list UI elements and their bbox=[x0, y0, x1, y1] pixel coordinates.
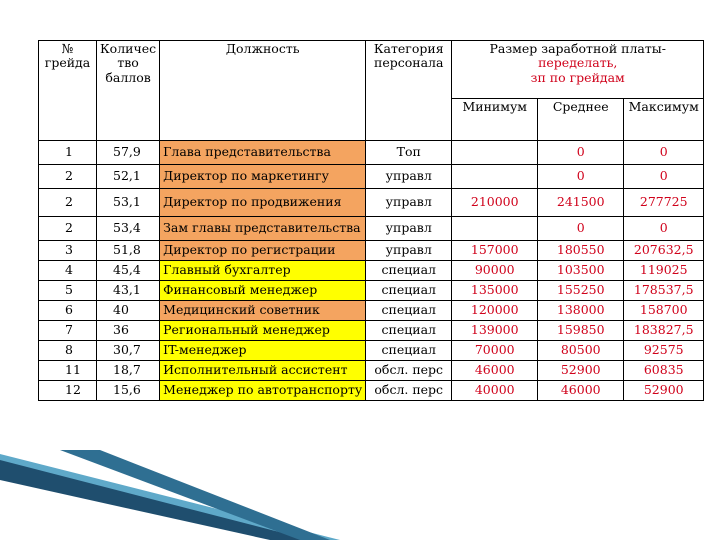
salary-avg-cell: 80500 bbox=[538, 341, 624, 361]
table-row bbox=[39, 381, 704, 401]
position-cell: Зам главы представительства bbox=[160, 217, 366, 241]
table-row bbox=[39, 241, 704, 261]
table-row bbox=[39, 301, 704, 321]
salary-avg-cell: 159850 bbox=[538, 321, 624, 341]
salary-min-cell: 157000 bbox=[452, 241, 538, 261]
category-cell: управл bbox=[366, 217, 452, 241]
category-cell: Топ bbox=[366, 141, 452, 165]
grade-cell: 2 bbox=[39, 165, 97, 189]
salary-avg-cell: 138000 bbox=[538, 301, 624, 321]
points-cell: 53,1 bbox=[97, 189, 160, 217]
salary-max-cell: 178537,5 bbox=[624, 281, 704, 301]
salary-min-cell: 120000 bbox=[452, 301, 538, 321]
grade-cell: 3 bbox=[39, 241, 97, 261]
decorative-stripes bbox=[0, 440, 720, 540]
category-cell: управл bbox=[366, 241, 452, 261]
salary-min-cell: 139000 bbox=[452, 321, 538, 341]
category-cell: специал bbox=[366, 301, 452, 321]
salary-max-cell: 0 bbox=[624, 141, 704, 165]
grade-cell: 2 bbox=[39, 189, 97, 217]
category-cell: специал bbox=[366, 281, 452, 301]
salary-avg-cell: 155250 bbox=[538, 281, 624, 301]
salary-min-cell: 70000 bbox=[452, 341, 538, 361]
salary-avg-cell: 241500 bbox=[538, 189, 624, 217]
table-row bbox=[39, 141, 704, 165]
salary-avg-cell: 103500 bbox=[538, 261, 624, 281]
position-cell: Региональный менеджер bbox=[160, 321, 366, 341]
header-salary-label: Размер заработной платы- bbox=[489, 41, 666, 56]
grade-cell: 4 bbox=[39, 261, 97, 281]
category-cell: управл bbox=[366, 165, 452, 189]
points-cell: 40 bbox=[97, 301, 160, 321]
grade-cell: 6 bbox=[39, 301, 97, 321]
points-cell: 36 bbox=[97, 321, 160, 341]
position-cell: Исполнительный ассистент bbox=[160, 361, 366, 381]
table-row bbox=[39, 341, 704, 361]
salary-min-cell bbox=[452, 217, 538, 241]
points-cell: 52,1 bbox=[97, 165, 160, 189]
salary-min-cell: 135000 bbox=[452, 281, 538, 301]
salary-max-cell: 0 bbox=[624, 217, 704, 241]
category-cell: управл bbox=[366, 189, 452, 217]
header-points: Количес тво баллов bbox=[97, 41, 160, 141]
salary-max-cell: 207632,5 bbox=[624, 241, 704, 261]
header-row-1 bbox=[39, 41, 704, 99]
header-avg: Среднее bbox=[538, 99, 624, 141]
header-grade-no: № грейда bbox=[39, 41, 97, 141]
grade-cell: 1 bbox=[39, 141, 97, 165]
position-cell: Финансовый менеджер bbox=[160, 281, 366, 301]
header-category: Категория персонала bbox=[366, 41, 452, 141]
points-cell: 57,9 bbox=[97, 141, 160, 165]
header-position: Должность bbox=[160, 41, 366, 141]
salary-min-cell bbox=[452, 141, 538, 165]
position-cell: Медицинский советник bbox=[160, 301, 366, 321]
position-cell: Глава представительства bbox=[160, 141, 366, 165]
points-cell: 43,1 bbox=[97, 281, 160, 301]
header-salary-note-2: зп по грейдам bbox=[530, 69, 625, 85]
header-min: Минимум bbox=[452, 99, 538, 141]
header-max: Максимум bbox=[624, 99, 704, 141]
table-row bbox=[39, 361, 704, 381]
points-cell: 53,4 bbox=[97, 217, 160, 241]
points-cell: 30,7 bbox=[97, 341, 160, 361]
salary-min-cell: 40000 bbox=[452, 381, 538, 401]
position-cell: Директор по регистрации bbox=[160, 241, 366, 261]
category-cell: обсл. перс bbox=[366, 361, 452, 381]
category-cell: специал bbox=[366, 341, 452, 361]
grade-cell: 12 bbox=[39, 381, 97, 401]
table-row bbox=[39, 189, 704, 217]
salary-max-cell: 60835 bbox=[624, 361, 704, 381]
salary-min-cell: 46000 bbox=[452, 361, 538, 381]
category-cell: специал bbox=[366, 321, 452, 341]
salary-max-cell: 119025 bbox=[624, 261, 704, 281]
grade-cell: 7 bbox=[39, 321, 97, 341]
table-row bbox=[39, 321, 704, 341]
points-cell: 45,4 bbox=[97, 261, 160, 281]
grade-salary-table bbox=[38, 40, 704, 401]
salary-max-cell: 183827,5 bbox=[624, 321, 704, 341]
points-cell: 18,7 bbox=[97, 361, 160, 381]
header-salary-note-1: переделать, bbox=[538, 55, 618, 71]
salary-max-cell: 52900 bbox=[624, 381, 704, 401]
position-cell: Директор по продвижения bbox=[160, 189, 366, 217]
grade-table-container bbox=[38, 40, 704, 401]
grade-cell: 5 bbox=[39, 281, 97, 301]
category-cell: обсл. перс bbox=[366, 381, 452, 401]
salary-min-cell: 210000 bbox=[452, 189, 538, 217]
points-cell: 51,8 bbox=[97, 241, 160, 261]
salary-min-cell bbox=[452, 165, 538, 189]
table-row bbox=[39, 281, 704, 301]
salary-avg-cell: 0 bbox=[538, 141, 624, 165]
position-cell: IT-менеджер bbox=[160, 341, 366, 361]
position-cell: Директор по маркетингу bbox=[160, 165, 366, 189]
salary-max-cell: 92575 bbox=[624, 341, 704, 361]
grade-cell: 2 bbox=[39, 217, 97, 241]
points-cell: 15,6 bbox=[97, 381, 160, 401]
category-cell: специал bbox=[366, 261, 452, 281]
header-salary bbox=[452, 41, 704, 99]
salary-max-cell: 277725 bbox=[624, 189, 704, 217]
salary-avg-cell: 52900 bbox=[538, 361, 624, 381]
position-cell: Менеджер по автотранспорту bbox=[160, 381, 366, 401]
salary-avg-cell: 180550 bbox=[538, 241, 624, 261]
table-row bbox=[39, 165, 704, 189]
salary-avg-cell: 0 bbox=[538, 165, 624, 189]
table-row bbox=[39, 217, 704, 241]
grade-cell: 8 bbox=[39, 341, 97, 361]
table-row bbox=[39, 261, 704, 281]
salary-avg-cell: 0 bbox=[538, 217, 624, 241]
grade-cell: 11 bbox=[39, 361, 97, 381]
salary-max-cell: 0 bbox=[624, 165, 704, 189]
salary-avg-cell: 46000 bbox=[538, 381, 624, 401]
salary-max-cell: 158700 bbox=[624, 301, 704, 321]
salary-min-cell: 90000 bbox=[452, 261, 538, 281]
position-cell: Главный бухгалтер bbox=[160, 261, 366, 281]
